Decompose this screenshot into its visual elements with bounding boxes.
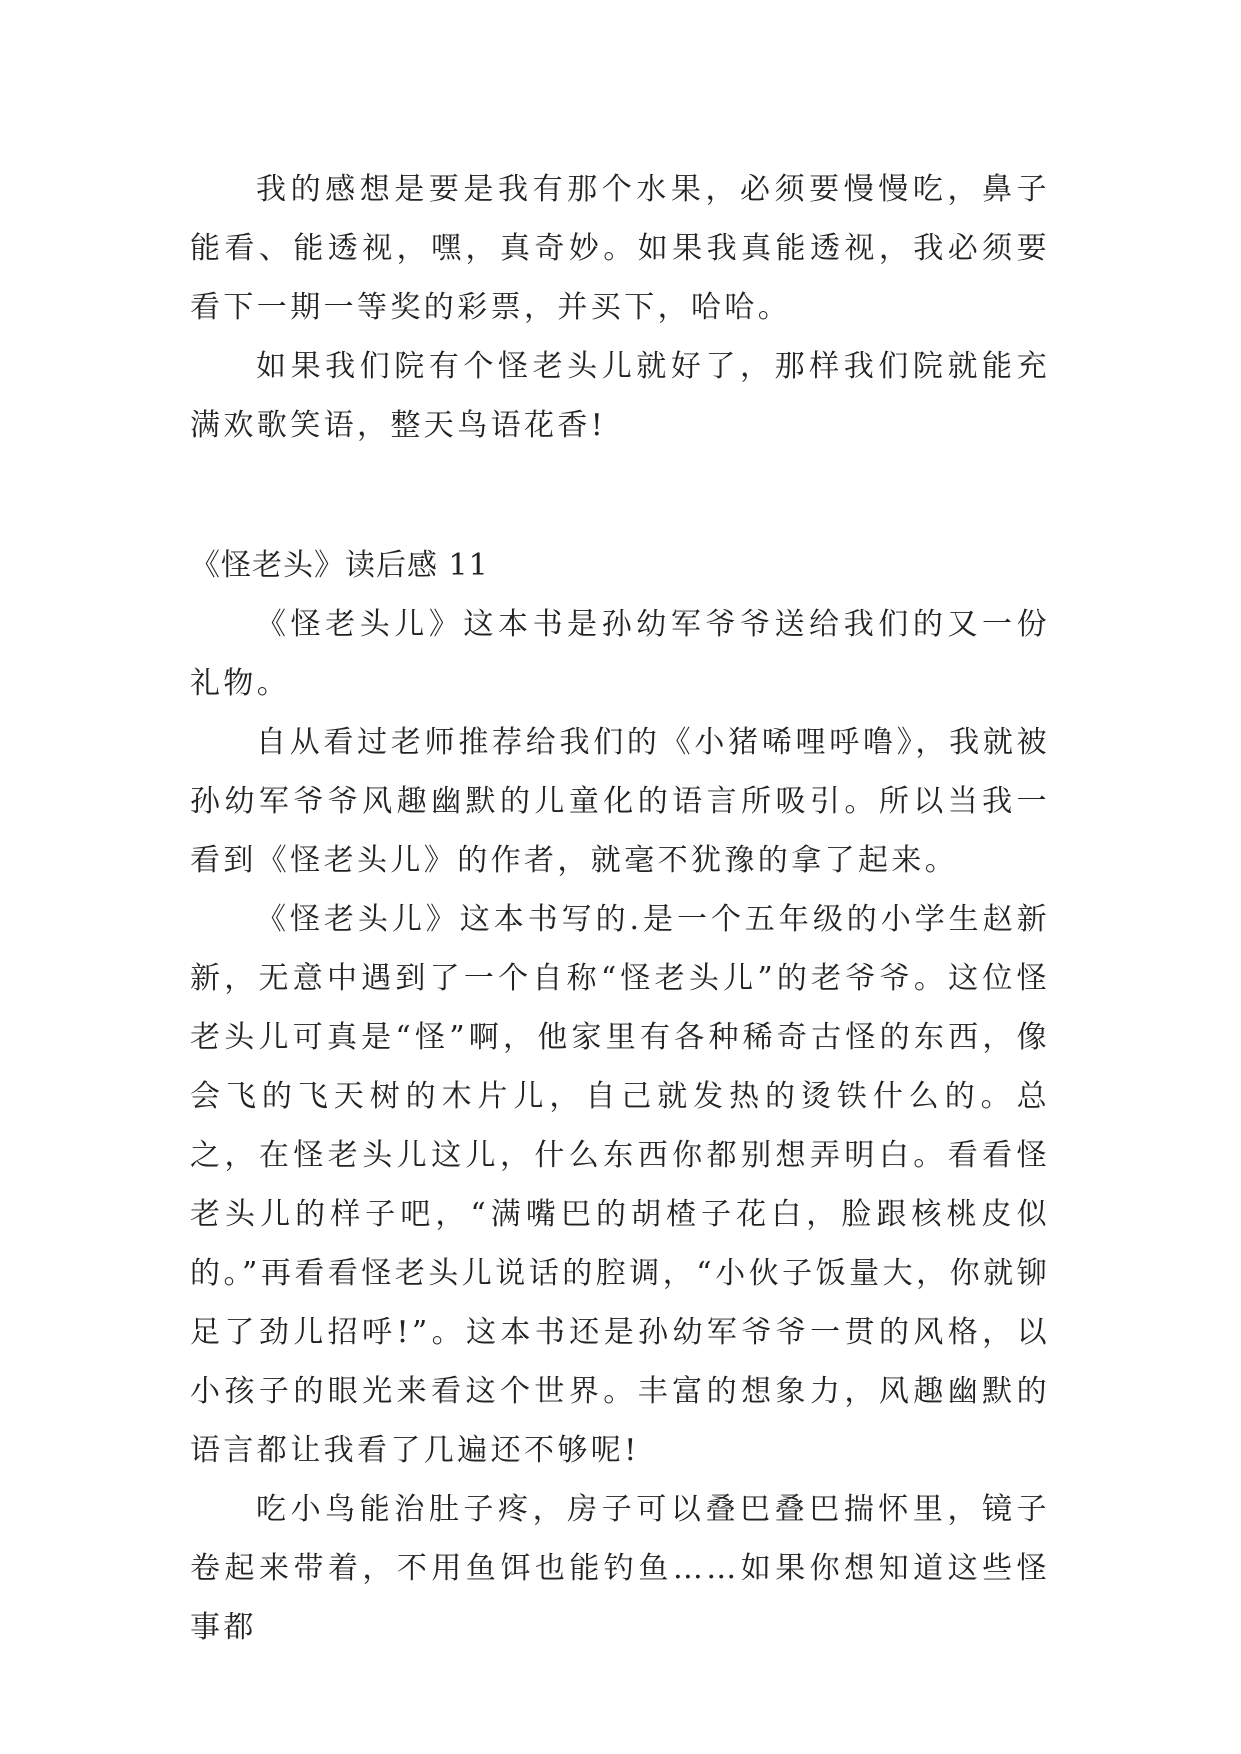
paragraph: 自从看过老师推荐给我们的《小猪唏哩呼噜》，我就被孙幼军爷爷风趣幽默的儿童化的语言所吸引。所以当我一看到《怪老头儿》的作者，就毫不犹豫的拿了起来。	[190, 725, 1050, 878]
paragraph: 吃小鸟能治肚子疼，房子可以叠巴叠巴揣怀里，镜子卷起来带着，不用鱼饵也能钓鱼……如果你想知道这些怪事都	[190, 1492, 1050, 1645]
paragraph: 《怪老头儿》这本书是孙幼军爷爷送给我们的又一份礼物。	[190, 607, 1050, 701]
section-heading: 《怪老头》读后感 11	[190, 548, 489, 583]
paragraph: 我的感想是要是我有那个水果，必须要慢慢吃，鼻子能看、能透视，嘿，真奇妙。如果我真能透视，我必须要看下一期一等奖的彩票，并买下，哈哈。	[190, 172, 1050, 325]
paragraph: 《怪老头儿》这本书写的.是一个五年级的小学生赵新新，无意中遇到了一个自称“怪老头儿”的老爷爷。这位怪老头儿可真是“怪”啊，他家里有各种稀奇古怪的东西，像会飞的飞天树的木片儿，自己就发热的烫铁什么的。总之，在怪老头儿这儿，什么东西你都别想弄明白。看看怪老头儿的样子吧，“满嘴巴的胡楂子花白，脸跟核桃皮似的。”再看看怪老头儿说话的腔调，“小伙子饭量大，你就铆足了劲儿招呼!”。这本书还是孙幼军爷爷一贯的风格，以小孩子的眼光来看这个世界。丰富的想象力，风趣幽默的语言都让我看了几遍还不够呢!	[190, 902, 1050, 1468]
document-body	[190, 160, 1050, 1657]
paragraph: 如果我们院有个怪老头儿就好了，那样我们院就能充满欢歌笑语，整天鸟语花香!	[190, 349, 1050, 443]
